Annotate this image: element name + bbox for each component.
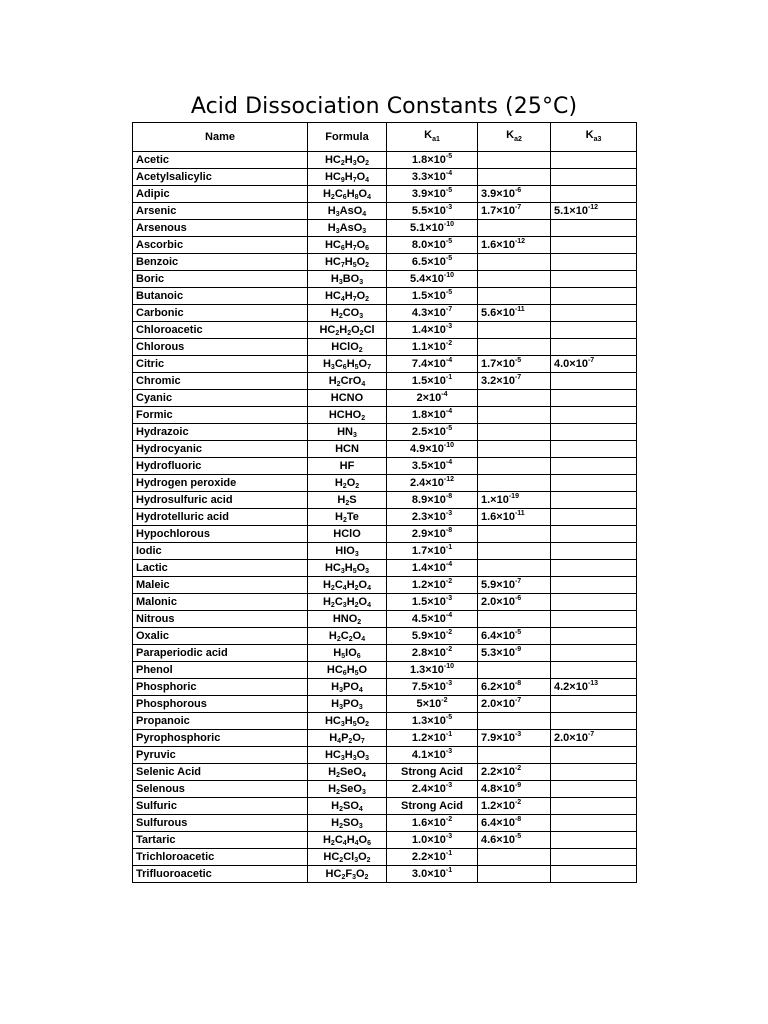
ka3-cell <box>551 747 637 764</box>
formula-cell: $H_2C_6H_8O_4$ <box>308 186 387 203</box>
ka1-cell: $2.4\times 10^{-3}$ <box>387 781 478 798</box>
table-row <box>133 169 637 186</box>
acid-name-cell: Oxalic <box>133 628 308 645</box>
ka2-cell: $1.\times 10^{-19}$ <box>478 492 551 509</box>
formula-cell: $HN_3$ <box>308 424 387 441</box>
ka1-cell: $1.6\times 10^{-2}$ <box>387 815 478 832</box>
formula-cell: $H_2SeO_3$ <box>308 781 387 798</box>
table-row <box>133 662 637 679</box>
acid-name-cell: Hypochlorous <box>133 526 308 543</box>
ka1-cell: $1.2\times 10^{-1}$ <box>387 730 478 747</box>
acid-name-cell: Pyruvic <box>133 747 308 764</box>
table-row <box>133 798 637 815</box>
acid-name-cell: Hydrotelluric acid <box>133 509 308 526</box>
ka2-cell: $4.6\times 10^{-5}$ <box>478 832 551 849</box>
acid-name-cell: Chromic <box>133 373 308 390</box>
ka2-cell <box>478 560 551 577</box>
ka2-cell <box>478 407 551 424</box>
acid-name-cell: Nitrous <box>133 611 308 628</box>
acid-name-cell: Hydrosulfuric acid <box>133 492 308 509</box>
formula-cell: $H_2O_2$ <box>308 475 387 492</box>
ka3-cell <box>551 305 637 322</box>
table-row <box>133 288 637 305</box>
table-row <box>133 679 637 696</box>
ka2-cell <box>478 611 551 628</box>
table-row <box>133 492 637 509</box>
table-row <box>133 305 637 322</box>
table-row <box>133 220 637 237</box>
ka1-cell: $1.7\times 10^{-1}$ <box>387 543 478 560</box>
formula-cell: $H_2C_2O_4$ <box>308 628 387 645</box>
formula-cell: $H_3C_6H_5O_7$ <box>308 356 387 373</box>
acid-name-cell: Hydrofluoric <box>133 458 308 475</box>
ka2-cell <box>478 747 551 764</box>
table-row <box>133 509 637 526</box>
header-formula: Formula <box>308 123 387 152</box>
ka2-cell: $1.7\times 10^{-7}$ <box>478 203 551 220</box>
ka2-cell <box>478 169 551 186</box>
formula-cell: $HC_2H_3O_2$ <box>308 152 387 169</box>
ka1-cell: $2.2\times 10^{-1}$ <box>387 849 478 866</box>
ka1-cell: $5.1\times 10^{-10}$ <box>387 220 478 237</box>
ka1-cell: $1.1\times 10^{-2}$ <box>387 339 478 356</box>
formula-cell: $HC_6H_7O_6$ <box>308 237 387 254</box>
ka3-cell <box>551 543 637 560</box>
ka1-cell: $8.9\times 10^{-8}$ <box>387 492 478 509</box>
ka2-cell: $1.6\times 10^{-12}$ <box>478 237 551 254</box>
ka3-cell <box>551 407 637 424</box>
ka3-cell <box>551 271 637 288</box>
ka2-cell: $2.0\times 10^{-7}$ <box>478 696 551 713</box>
formula-cell: $H_2CrO_4$ <box>308 373 387 390</box>
ka3-cell <box>551 713 637 730</box>
ka1-cell: $2\times 10^{-4}$ <box>387 390 478 407</box>
ka3-cell <box>551 594 637 611</box>
table-row <box>133 373 637 390</box>
ka3-cell <box>551 611 637 628</box>
ka1-cell: $5.5\times 10^{-3}$ <box>387 203 478 220</box>
ka1-cell: $1.5\times 10^{-1}$ <box>387 373 478 390</box>
ka3-cell <box>551 339 637 356</box>
formula-cell: $H_3AsO_3$ <box>308 220 387 237</box>
header-ka2-sub: a2 <box>514 135 522 143</box>
formula-cell: $H_2CO_3$ <box>308 305 387 322</box>
ka3-cell: $5.1\times 10^{-12}$ <box>551 203 637 220</box>
ka2-cell <box>478 322 551 339</box>
formula-cell: $HC_2Cl_3O_2$ <box>308 849 387 866</box>
ka1-cell: $2.5\times 10^{-5}$ <box>387 424 478 441</box>
ka2-cell <box>478 475 551 492</box>
ka3-cell <box>551 169 637 186</box>
ka2-cell <box>478 271 551 288</box>
ka2-cell: $5.9\times 10^{-7}$ <box>478 577 551 594</box>
ka1-cell: $1.3\times 10^{-10}$ <box>387 662 478 679</box>
ka2-cell <box>478 441 551 458</box>
ka1-cell: $3.3\times 10^{-4}$ <box>387 169 478 186</box>
ka2-cell: $6.4\times 10^{-5}$ <box>478 628 551 645</box>
formula-cell: $HNO_2$ <box>308 611 387 628</box>
ka2-cell <box>478 866 551 883</box>
ka2-cell: $3.9\times 10^{-6}$ <box>478 186 551 203</box>
ka3-cell <box>551 237 637 254</box>
ka3-cell <box>551 849 637 866</box>
ka1-cell: $3.5\times 10^{-4}$ <box>387 458 478 475</box>
ka1-cell: Strong Acid <box>387 764 478 781</box>
formula-cell: $H_2SO_3$ <box>308 815 387 832</box>
acid-name-cell: Pyrophosphoric <box>133 730 308 747</box>
table-row <box>133 713 637 730</box>
formula-cell: $H_2SO_4$ <box>308 798 387 815</box>
formula-cell: $H_2C_4H_2O_4$ <box>308 577 387 594</box>
acid-name-cell: Benzoic <box>133 254 308 271</box>
ka2-cell <box>478 526 551 543</box>
ka2-cell <box>478 849 551 866</box>
ka2-cell: $1.2\times 10^{-2}$ <box>478 798 551 815</box>
ka1-cell: $1.3\times 10^{-5}$ <box>387 713 478 730</box>
ka2-cell <box>478 339 551 356</box>
table-row <box>133 696 637 713</box>
formula-cell: $H_3PO_3$ <box>308 696 387 713</box>
formula-cell: $H_2Te$ <box>308 509 387 526</box>
acid-name-cell: Boric <box>133 271 308 288</box>
table-row <box>133 781 637 798</box>
table-row <box>133 849 637 866</box>
acid-name-cell: Chlorous <box>133 339 308 356</box>
formula-cell: $H_4P_2O_7$ <box>308 730 387 747</box>
ka2-cell <box>478 288 551 305</box>
ka2-cell: $7.9\times 10^{-3}$ <box>478 730 551 747</box>
ka2-cell <box>478 543 551 560</box>
ka2-cell: $2.2\times 10^{-2}$ <box>478 764 551 781</box>
ka3-cell <box>551 424 637 441</box>
header-ka3-sub: a3 <box>593 135 602 143</box>
ka2-cell <box>478 662 551 679</box>
ka3-cell <box>551 186 637 203</box>
formula-cell: $HC_3H_5O_2$ <box>308 713 387 730</box>
table-row <box>133 271 637 288</box>
acid-name-cell: Sulfuric <box>133 798 308 815</box>
acid-name-cell: Paraperiodic acid <box>133 645 308 662</box>
table-row <box>133 611 637 628</box>
ka3-cell <box>551 475 637 492</box>
acid-name-cell: Hydrazoic <box>133 424 308 441</box>
ka1-cell: $3.0\times 10^{-1}$ <box>387 866 478 883</box>
acid-name-cell: Acetic <box>133 152 308 169</box>
ka2-cell: $5.3\times 10^{-9}$ <box>478 645 551 662</box>
ka3-cell <box>551 373 637 390</box>
ka3-cell <box>551 628 637 645</box>
ka2-cell <box>478 458 551 475</box>
table-row <box>133 322 637 339</box>
formula-cell: $HC_2H_2O_2Cl$ <box>308 322 387 339</box>
header-name: Name <box>133 123 308 152</box>
header-ka2 <box>478 123 551 152</box>
ka1-cell: $2.4\times 10^{-12}$ <box>387 475 478 492</box>
acid-name-cell: Phosphorous <box>133 696 308 713</box>
page-title: Acid Dissociation Constants (25°C) <box>190 94 578 119</box>
table-row <box>133 764 637 781</box>
table-row <box>133 424 637 441</box>
ka1-cell: Strong Acid <box>387 798 478 815</box>
ka3-cell <box>551 560 637 577</box>
ka1-cell: $4.3\times 10^{-7}$ <box>387 305 478 322</box>
table-row <box>133 475 637 492</box>
ka1-cell: $5.9\times 10^{-2}$ <box>387 628 478 645</box>
ka3-cell <box>551 798 637 815</box>
table-row <box>133 628 637 645</box>
ka1-cell: $2.9\times 10^{-8}$ <box>387 526 478 543</box>
table-row <box>133 815 637 832</box>
acid-name-cell: Trichloroacetic <box>133 849 308 866</box>
table-row <box>133 203 637 220</box>
formula-cell: $HC_2F_3O_2$ <box>308 866 387 883</box>
acid-name-cell: Phosphoric <box>133 679 308 696</box>
acid-name-cell: Lactic <box>133 560 308 577</box>
ka3-cell <box>551 492 637 509</box>
ka2-cell <box>478 152 551 169</box>
formula-cell: HCN <box>308 441 387 458</box>
ka1-cell: $7.5\times 10^{-3}$ <box>387 679 478 696</box>
header-ka1 <box>387 123 478 152</box>
ka2-cell <box>478 713 551 730</box>
ka1-cell: $1.8\times 10^{-5}$ <box>387 152 478 169</box>
ka2-cell: $6.4\times 10^{-8}$ <box>478 815 551 832</box>
formula-cell: $HC_6H_5O$ <box>308 662 387 679</box>
ka1-cell: $4.1\times 10^{-3}$ <box>387 747 478 764</box>
formula-cell: HCNO <box>308 390 387 407</box>
formula-cell: $H_3AsO_4$ <box>308 203 387 220</box>
ka2-cell: $1.6\times 10^{-11}$ <box>478 509 551 526</box>
ka3-cell <box>551 390 637 407</box>
formula-cell: HClO <box>308 526 387 543</box>
table-row <box>133 339 637 356</box>
acid-name-cell: Hydrogen peroxide <box>133 475 308 492</box>
acid-name-cell: Propanoic <box>133 713 308 730</box>
acid-name-cell: Malonic <box>133 594 308 611</box>
acid-name-cell: Maleic <box>133 577 308 594</box>
table-row <box>133 526 637 543</box>
ka1-cell: $5\times 10^{-2}$ <box>387 696 478 713</box>
ka3-cell <box>551 764 637 781</box>
ka1-cell: $1.5\times 10^{-5}$ <box>387 288 478 305</box>
ka3-cell <box>551 815 637 832</box>
ka1-cell: $8.0\times 10^{-5}$ <box>387 237 478 254</box>
table-row <box>133 730 637 747</box>
ka3-cell <box>551 254 637 271</box>
table-row <box>133 594 637 611</box>
acid-name-cell: Ascorbic <box>133 237 308 254</box>
formula-cell: $H_2C_4H_4O_6$ <box>308 832 387 849</box>
table-row <box>133 441 637 458</box>
ka1-cell: $1.2\times 10^{-2}$ <box>387 577 478 594</box>
acid-name-cell: Arsenous <box>133 220 308 237</box>
table-body <box>133 152 637 883</box>
ka1-cell: $1.0\times 10^{-3}$ <box>387 832 478 849</box>
formula-cell: $HC_3H_5O_3$ <box>308 560 387 577</box>
acid-name-cell: Cyanic <box>133 390 308 407</box>
ka1-cell: $2.3\times 10^{-3}$ <box>387 509 478 526</box>
formula-cell: $H_3BO_3$ <box>308 271 387 288</box>
table-row <box>133 866 637 883</box>
acid-name-cell: Iodic <box>133 543 308 560</box>
table-row <box>133 458 637 475</box>
ka1-cell: $1.5\times 10^{-3}$ <box>387 594 478 611</box>
ka3-cell <box>551 662 637 679</box>
ka1-cell: $4.5\times 10^{-4}$ <box>387 611 478 628</box>
ka3-cell: $2.0\times 10^{-7}$ <box>551 730 637 747</box>
header-ka3 <box>551 123 637 152</box>
ka1-cell: $3.9\times 10^{-5}$ <box>387 186 478 203</box>
table-row <box>133 152 637 169</box>
table-row <box>133 390 637 407</box>
ka3-cell <box>551 441 637 458</box>
ka3-cell <box>551 526 637 543</box>
ka3-cell <box>551 509 637 526</box>
acid-name-cell: Tartaric <box>133 832 308 849</box>
ka2-cell: $3.2\times 10^{-7}$ <box>478 373 551 390</box>
ka1-cell: $7.4\times 10^{-4}$ <box>387 356 478 373</box>
header-ka2-main: K <box>506 128 515 141</box>
formula-cell: $HC_3H_3O_3$ <box>308 747 387 764</box>
ka3-cell <box>551 832 637 849</box>
table-row <box>133 543 637 560</box>
ka2-cell: $2.0\times 10^{-6}$ <box>478 594 551 611</box>
acid-name-cell: Butanoic <box>133 288 308 305</box>
ka3-cell <box>551 458 637 475</box>
acid-name-cell: Adipic <box>133 186 308 203</box>
ka3-cell <box>551 781 637 798</box>
ka1-cell: $1.4\times 10^{-4}$ <box>387 560 478 577</box>
ka2-cell <box>478 424 551 441</box>
table-row <box>133 577 637 594</box>
ka3-cell: $4.0\times 10^{-7}$ <box>551 356 637 373</box>
table-row <box>133 237 637 254</box>
acid-name-cell: Arsenic <box>133 203 308 220</box>
ka1-cell: $1.8\times 10^{-4}$ <box>387 407 478 424</box>
acid-dissociation-table <box>132 122 637 883</box>
formula-cell: HClO$_2$ <box>308 339 387 356</box>
header-ka1-sub: a1 <box>432 135 440 143</box>
table-row <box>133 254 637 271</box>
ka2-cell: $4.8\times 10^{-9}$ <box>478 781 551 798</box>
table-row <box>133 747 637 764</box>
table-row <box>133 560 637 577</box>
ka2-cell <box>478 254 551 271</box>
ka3-cell <box>551 288 637 305</box>
header-ka1-main: K <box>424 128 433 141</box>
acid-name-cell: Chloroacetic <box>133 322 308 339</box>
acid-name-cell: Formic <box>133 407 308 424</box>
table-row <box>133 832 637 849</box>
formula-cell: $HC_7H_5O_2$ <box>308 254 387 271</box>
acid-name-cell: Selenous <box>133 781 308 798</box>
ka1-cell: $2.8\times 10^{-2}$ <box>387 645 478 662</box>
acid-name-cell: Hydrocyanic <box>133 441 308 458</box>
ka2-cell <box>478 220 551 237</box>
ka2-cell: $1.7\times 10^{-5}$ <box>478 356 551 373</box>
formula-cell: $H_2C_3H_2O_4$ <box>308 594 387 611</box>
acid-name-cell: Acetylsalicylic <box>133 169 308 186</box>
formula-cell: $HC_4H_7O_2$ <box>308 288 387 305</box>
ka3-cell <box>551 645 637 662</box>
formula-cell: $HC_9H_7O_4$ <box>308 169 387 186</box>
formula-cell: $HIO_3$ <box>308 543 387 560</box>
ka3-cell <box>551 577 637 594</box>
formula-cell: $H_2S$ <box>308 492 387 509</box>
formula-cell: HF <box>308 458 387 475</box>
table-header-row <box>133 123 637 152</box>
table-row <box>133 407 637 424</box>
ka3-cell <box>551 866 637 883</box>
ka1-cell: $6.5\times 10^{-5}$ <box>387 254 478 271</box>
ka1-cell: $1.4\times 10^{-3}$ <box>387 322 478 339</box>
acid-name-cell: Selenic Acid <box>133 764 308 781</box>
acid-name-cell: Trifluoroacetic <box>133 866 308 883</box>
ka3-cell <box>551 696 637 713</box>
acid-name-cell: Citric <box>133 356 308 373</box>
acid-name-cell: Sulfurous <box>133 815 308 832</box>
ka3-cell <box>551 152 637 169</box>
ka1-cell: $4.9\times 10^{-10}$ <box>387 441 478 458</box>
formula-cell: $H_2SeO_4$ <box>308 764 387 781</box>
ka2-cell: $6.2\times 10^{-8}$ <box>478 679 551 696</box>
ka1-cell: $5.4\times 10^{-10}$ <box>387 271 478 288</box>
formula-cell: $H_3PO_4$ <box>308 679 387 696</box>
header-ka3-main: K <box>585 128 594 141</box>
ka3-cell <box>551 220 637 237</box>
acid-name-cell: Carbonic <box>133 305 308 322</box>
table-row <box>133 186 637 203</box>
ka2-cell: $5.6\times 10^{-11}$ <box>478 305 551 322</box>
table-row <box>133 356 637 373</box>
table-row <box>133 645 637 662</box>
acid-name-cell: Phenol <box>133 662 308 679</box>
formula-cell: $H_5IO_6$ <box>308 645 387 662</box>
ka3-cell <box>551 322 637 339</box>
ka2-cell <box>478 390 551 407</box>
ka3-cell: $4.2\times 10^{-13}$ <box>551 679 637 696</box>
formula-cell: $HCHO_2$ <box>308 407 387 424</box>
